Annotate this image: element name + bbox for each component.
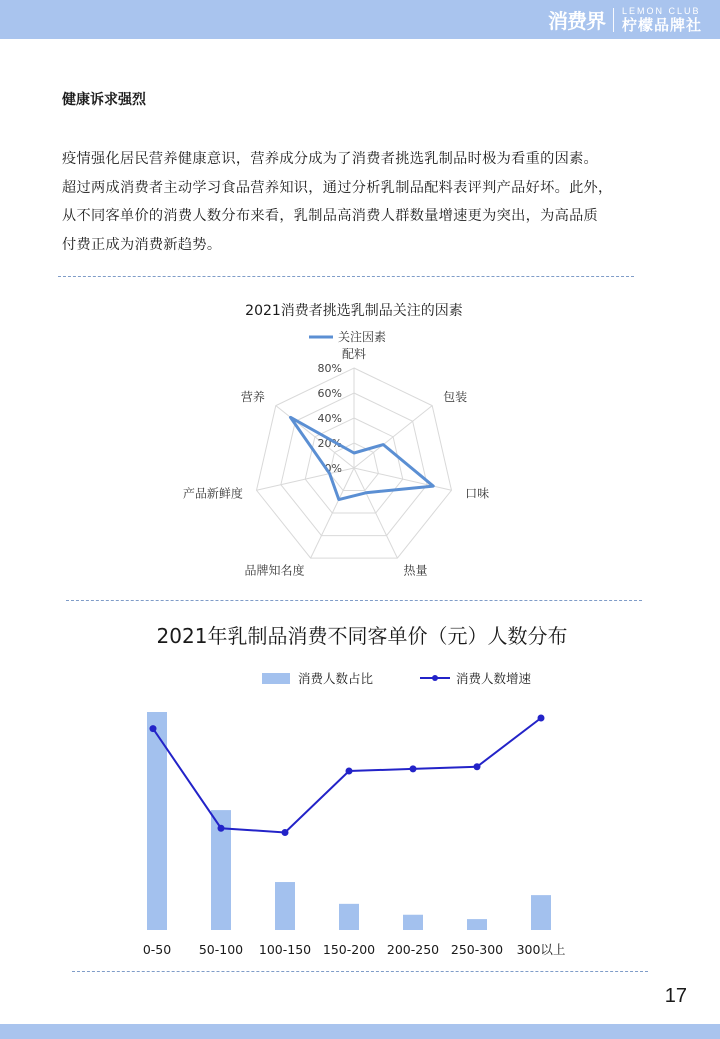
radar-spoke (354, 468, 451, 490)
x-tick-label: 250-300 (450, 942, 504, 957)
x-tick-label: 300以上 (516, 942, 566, 957)
bar (467, 919, 487, 930)
x-tick-label: 200-250 (386, 942, 440, 957)
x-tick-label: 50-100 (198, 942, 244, 957)
radar-axis-label: 品牌知名度 (244, 563, 305, 578)
legend-label: 消费人数占比 (298, 671, 374, 686)
bottom-banner (0, 1024, 720, 1039)
x-axis-labels (143, 942, 566, 957)
radar-tick-labels (318, 362, 342, 475)
x-tick-label: 100-150 (258, 942, 312, 957)
paragraph-line: 疫情强化居民营养健康意识，营养成分成为了消费者挑选乳制品时极为看重的因素。 (62, 151, 599, 167)
section-title: 健康诉求强烈 (62, 92, 146, 108)
chart-title: 2021年乳制品消费不同客单价（元）人数分布 (156, 624, 568, 648)
chart-title: 2021消费者挑选乳制品关注的因素 (245, 303, 463, 319)
brand-logo-cn: 消费界 (547, 9, 605, 33)
top-banner (0, 0, 720, 39)
line-point (282, 829, 289, 836)
radar-tick-label: 0% (324, 462, 342, 475)
divider (58, 276, 634, 277)
brand-logo (548, 4, 702, 35)
section-paragraph (62, 145, 672, 259)
radar-spoke (354, 406, 432, 468)
radar-axis-label: 产品新鲜度 (182, 486, 243, 501)
bar (339, 904, 359, 930)
line-point (218, 825, 225, 832)
bar (531, 895, 551, 930)
line-series (150, 715, 545, 836)
brand-logo-right (622, 7, 702, 33)
legend-line-marker (432, 675, 438, 681)
line-path (153, 718, 541, 832)
line-point (538, 715, 545, 722)
bar-line-chart (110, 615, 610, 965)
radar-tick-label: 40% (317, 412, 342, 425)
bar (403, 915, 423, 930)
radar-axis-label: 包装 (443, 389, 468, 404)
line-point (410, 765, 417, 772)
brand-logo-en: LEMON CLUB (621, 5, 701, 16)
divider (72, 971, 648, 972)
legend-label: 消费人数增速 (456, 671, 532, 686)
x-tick-label: 0-50 (142, 942, 172, 957)
radar-axis-label: 口味 (465, 486, 490, 501)
brand-logo-name: 柠檬品牌社 (621, 15, 702, 34)
line-point (346, 768, 353, 775)
page-number: 17 (664, 985, 687, 1007)
line-point (474, 763, 481, 770)
paragraph-line: 从不同客单价的消费人数分布来看，乳制品高消费人群数量增速更为突出，为高品质 (62, 208, 599, 225)
bar-series (147, 712, 551, 930)
line-point (150, 725, 157, 732)
radar-grid (257, 368, 452, 558)
radar-tick-label: 20% (317, 437, 342, 450)
paragraph-line: 超过两成消费者主动学习食品营养知识，通过分析乳制品配料表评判产品好坏。此外， (62, 179, 613, 196)
bar (275, 882, 295, 930)
radar-chart (150, 290, 570, 578)
radar-tick-label: 60% (317, 387, 342, 400)
radar-axis-label: 热量 (403, 563, 428, 578)
legend-label: 关注因素 (338, 330, 387, 344)
radar-axis-label: 配料 (341, 347, 367, 361)
x-tick-label: 150-200 (322, 942, 376, 957)
paragraph-line: 付费正成为消费新趋势。 (62, 236, 222, 253)
divider (66, 600, 642, 601)
radar-tick-label: 80% (317, 362, 342, 375)
radar-spoke (276, 406, 354, 468)
legend-bar-swatch (262, 673, 290, 684)
brand-divider (613, 8, 614, 32)
radar-axis-label: 营养 (240, 389, 265, 404)
